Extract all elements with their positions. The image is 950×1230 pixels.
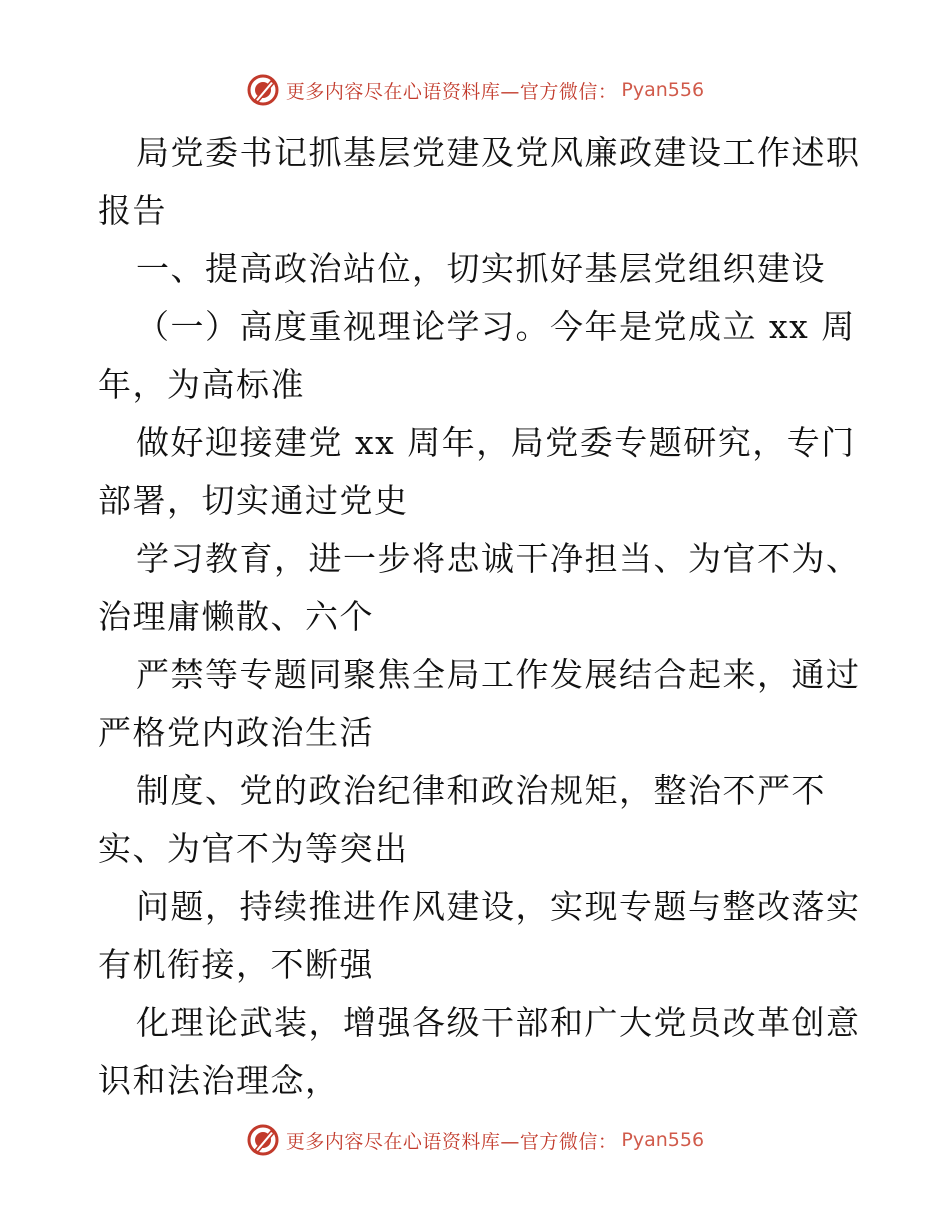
document-line: 严格党内政治生活 [98, 713, 374, 752]
document-line: 严禁等专题同聚焦全局工作发展结合起来，通过 [136, 655, 861, 694]
document-line: 治理庸懒散、六个 [98, 597, 374, 636]
document-line: 做好迎接建党 xx 周年，局党委专题研究，专门 [136, 423, 856, 462]
document-line: 局党委书记抓基层党建及党风廉政建设工作述职 [136, 133, 861, 172]
document-line: 一、提高政治站位，切实抓好基层党组织建设 [136, 249, 826, 288]
document-line: 化理论武装，增强各级干部和广大党员改革创意 [136, 1003, 861, 1042]
red-circular-pen-icon [246, 1123, 280, 1157]
footer-watermark-account: Pyan556 [621, 1129, 705, 1151]
document-line: 有机衔接，不断强 [98, 945, 374, 984]
footer-watermark [0, 1120, 950, 1160]
header-watermark [0, 70, 950, 110]
header-watermark-account: Pyan556 [621, 79, 705, 101]
red-circular-pen-icon [246, 73, 280, 107]
document-line: 制度、党的政治纪律和政治规矩，整治不严不 [136, 771, 826, 810]
document-line: 识和法治理念， [98, 1061, 340, 1100]
document-line: 学习教育，进一步将忠诚干净担当、为官不为、 [136, 539, 861, 578]
document-line: 年，为高标准 [98, 365, 305, 404]
document-line: 实、为官不为等突出 [98, 829, 409, 868]
document-line: （一）高度重视理论学习。今年是党成立 xx 周 [136, 307, 856, 346]
document-line: 部署，切实通过党史 [98, 481, 409, 520]
header-watermark-text: 更多内容尽在心语资料库—官方微信： [285, 80, 618, 103]
document-line: 报告 [98, 191, 167, 230]
footer-watermark-text: 更多内容尽在心语资料库—官方微信： [285, 1130, 618, 1153]
document-body [98, 124, 861, 1110]
document-line: 问题，持续推进作风建设，实现专题与整改落实 [136, 887, 861, 926]
